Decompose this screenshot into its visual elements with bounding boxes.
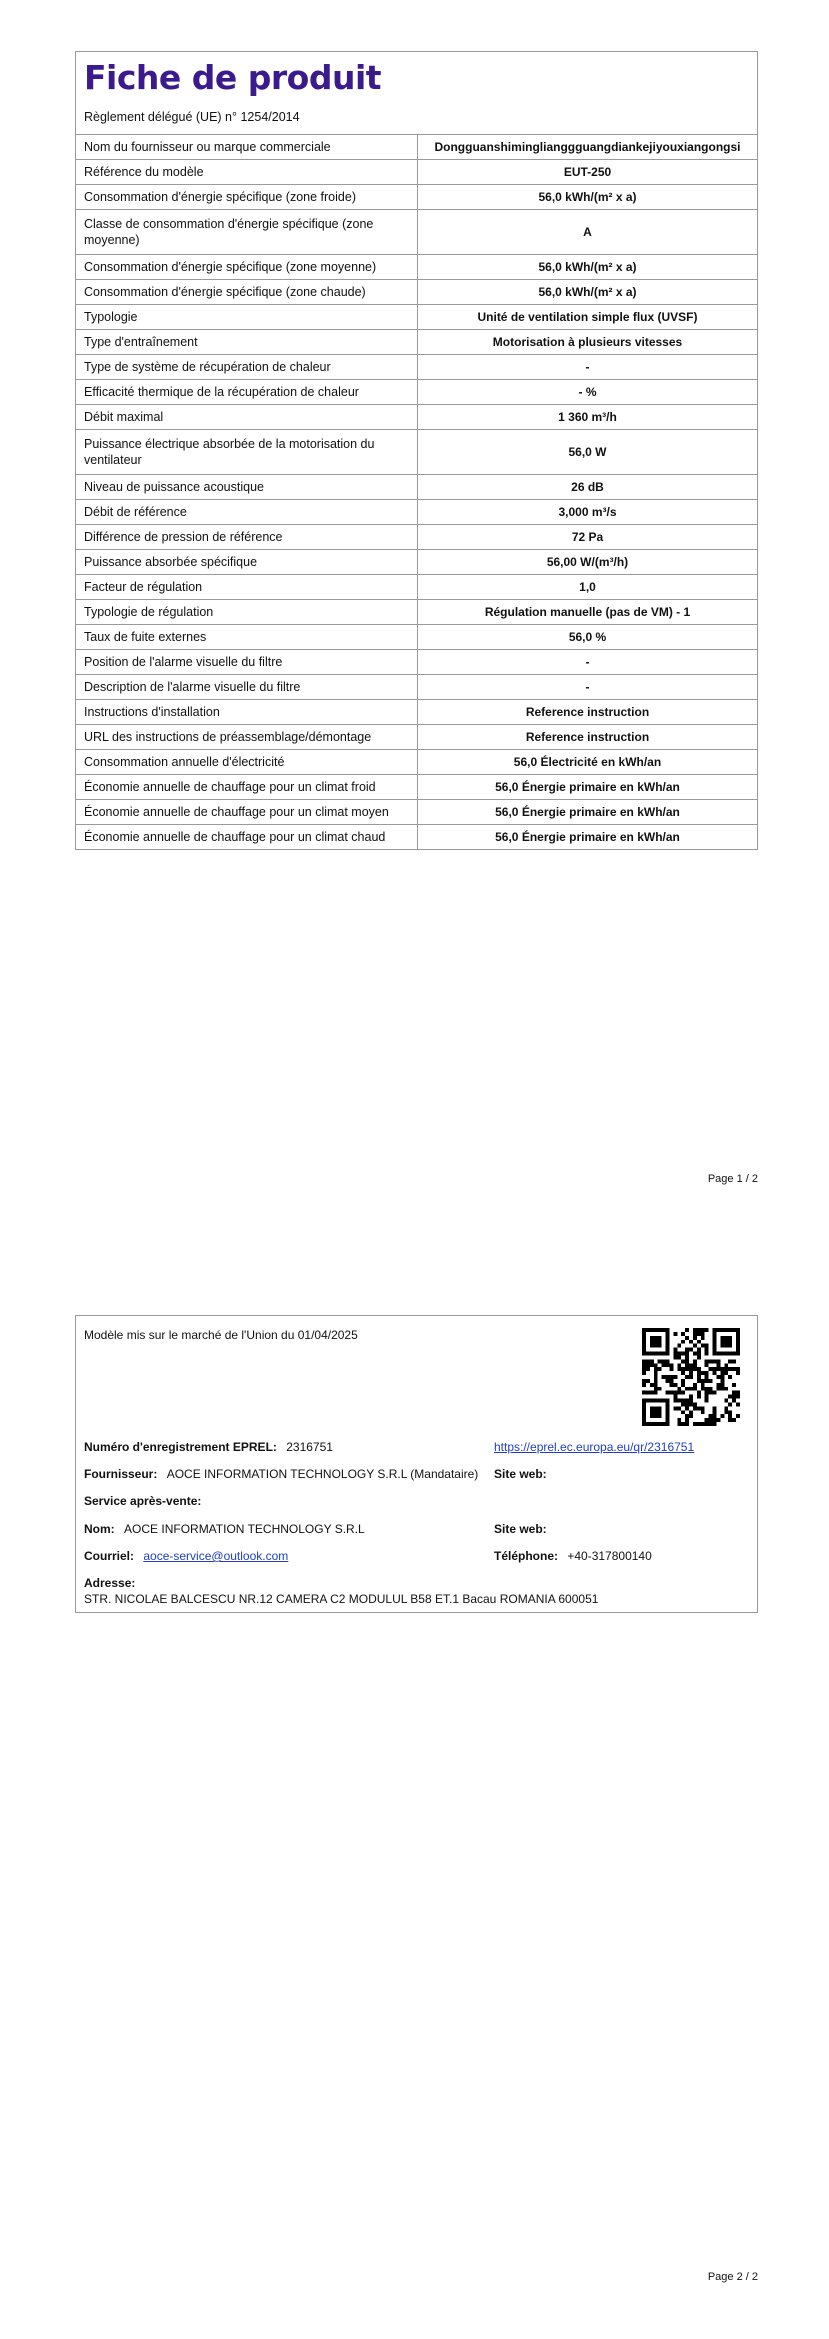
table-row bbox=[76, 625, 757, 650]
row-label: Puissance absorbée spécifique bbox=[76, 550, 418, 575]
row-label: Type de système de récupération de chaleur bbox=[76, 355, 418, 380]
row-value: Motorisation à plusieurs vitesses bbox=[418, 330, 758, 355]
table-row bbox=[76, 775, 757, 800]
row-value: 56,0 Énergie primaire en kWh/an bbox=[418, 800, 758, 825]
row-label: URL des instructions de préassemblage/démontage bbox=[76, 725, 418, 750]
eprel-row bbox=[84, 1440, 333, 1454]
row-value: A bbox=[418, 210, 758, 255]
row-value: 56,0 kWh/(m² x a) bbox=[418, 255, 758, 280]
row-label: Référence du modèle bbox=[76, 160, 418, 185]
row-label: Typologie bbox=[76, 305, 418, 330]
phone-row bbox=[494, 1549, 652, 1563]
row-value: 56,0 Énergie primaire en kWh/an bbox=[418, 775, 758, 800]
row-label: Typologie de régulation bbox=[76, 600, 418, 625]
service-name-row bbox=[84, 1522, 365, 1536]
row-label: Différence de pression de référence bbox=[76, 525, 418, 550]
row-label: Consommation annuelle d'électricité bbox=[76, 750, 418, 775]
supplier-website-label: Site web: bbox=[494, 1467, 547, 1481]
row-value: - % bbox=[418, 380, 758, 405]
table-row bbox=[76, 550, 757, 575]
row-value: 3,000 m³/s bbox=[418, 500, 758, 525]
table-row bbox=[76, 650, 757, 675]
table-row bbox=[76, 355, 757, 380]
row-label: Économie annuelle de chauffage pour un climat chaud bbox=[76, 825, 418, 850]
row-label: Taux de fuite externes bbox=[76, 625, 418, 650]
registration-box bbox=[75, 1315, 758, 1613]
supplier-label: Fournisseur: bbox=[84, 1467, 158, 1481]
sheet-header bbox=[76, 52, 757, 135]
row-value: 1,0 bbox=[418, 575, 758, 600]
table-row bbox=[76, 305, 757, 330]
market-date-text: Modèle mis sur le marché de l'Union du 01/04/2025 bbox=[84, 1328, 358, 1342]
service-name: AOCE INFORMATION TECHNOLOGY S.R.L bbox=[124, 1522, 365, 1536]
row-label: Facteur de régulation bbox=[76, 575, 418, 600]
table-row bbox=[76, 280, 757, 305]
row-label: Consommation d'énergie spécifique (zone froide) bbox=[76, 185, 418, 210]
row-label: Classe de consommation d'énergie spécifique (zone moyenne) bbox=[76, 210, 418, 255]
table-row bbox=[76, 255, 757, 280]
table-row bbox=[76, 475, 757, 500]
supplier-row bbox=[84, 1467, 478, 1481]
row-label: Position de l'alarme visuelle du filtre bbox=[76, 650, 418, 675]
row-value: 56,00 W/(m³/h) bbox=[418, 550, 758, 575]
row-value: Régulation manuelle (pas de VM) - 1 bbox=[418, 600, 758, 625]
row-label: Description de l'alarme visuelle du filtre bbox=[76, 675, 418, 700]
table-row bbox=[76, 210, 757, 255]
row-label: Instructions d'installation bbox=[76, 700, 418, 725]
table-row bbox=[76, 405, 757, 430]
email-row bbox=[84, 1549, 288, 1563]
row-value: 56,0 Énergie primaire en kWh/an bbox=[418, 825, 758, 850]
page-number: Page 1 / 2 bbox=[707, 1173, 758, 1185]
regulation-subtitle: Règlement délégué (UE) n° 1254/2014 bbox=[84, 110, 300, 124]
row-value: - bbox=[418, 675, 758, 700]
table-row bbox=[76, 575, 757, 600]
spec-table bbox=[76, 135, 757, 849]
row-value: Dongguanshiminglianggguangdiankejiyouxiangongsi bbox=[434, 140, 741, 154]
row-label: Nom du fournisseur ou marque commerciale bbox=[76, 135, 418, 160]
row-label: Puissance électrique absorbée de la motorisation du ventilateur bbox=[76, 430, 418, 475]
table-row bbox=[76, 185, 757, 210]
row-value: 56,0 % bbox=[418, 625, 758, 650]
row-value: Reference instruction bbox=[418, 700, 758, 725]
row-value: 56,0 kWh/(m² x a) bbox=[418, 185, 758, 210]
table-row bbox=[76, 135, 757, 160]
table-row bbox=[76, 380, 757, 405]
product-sheet bbox=[75, 51, 758, 850]
eprel-number: 2316751 bbox=[286, 1440, 333, 1454]
row-label: Niveau de puissance acoustique bbox=[76, 475, 418, 500]
table-row bbox=[76, 825, 757, 850]
table-row bbox=[76, 160, 757, 185]
row-value: 56,0 W bbox=[418, 430, 758, 475]
row-value: 56,0 Électricité en kWh/an bbox=[418, 750, 758, 775]
row-label: Débit de référence bbox=[76, 500, 418, 525]
row-value: - bbox=[418, 650, 758, 675]
table-row bbox=[76, 525, 757, 550]
row-label: Débit maximal bbox=[76, 405, 418, 430]
row-value: 56,0 kWh/(m² x a) bbox=[418, 280, 758, 305]
table-row bbox=[76, 675, 757, 700]
page-2 bbox=[0, 1249, 829, 2339]
row-label: Consommation d'énergie spécifique (zone chaude) bbox=[76, 280, 418, 305]
eprel-label: Numéro d'enregistrement EPREL: bbox=[84, 1440, 277, 1454]
name-label: Nom: bbox=[84, 1522, 115, 1536]
row-label: Efficacité thermique de la récupération de chaleur bbox=[76, 380, 418, 405]
page-title: Fiche de produit bbox=[84, 58, 382, 97]
phone-label: Téléphone: bbox=[494, 1549, 559, 1563]
row-label: Économie annuelle de chauffage pour un climat moyen bbox=[76, 800, 418, 825]
email-label: Courriel: bbox=[84, 1549, 135, 1563]
table-row bbox=[76, 800, 757, 825]
qr-code-icon[interactable] bbox=[642, 1328, 740, 1426]
row-value: 26 dB bbox=[418, 475, 758, 500]
table-row bbox=[76, 600, 757, 625]
eprel-link[interactable]: https://eprel.ec.europa.eu/qr/2316751 bbox=[494, 1440, 695, 1454]
row-label: Économie annuelle de chauffage pour un climat froid bbox=[76, 775, 418, 800]
row-value: 1 360 m³/h bbox=[418, 405, 758, 430]
table-row bbox=[76, 750, 757, 775]
address-text: STR. NICOLAE BALCESCU NR.12 CAMERA C2 MODULUL B58 ET.1 Bacau ROMANIA 600051 bbox=[84, 1592, 599, 1606]
row-label: Type d'entraînement bbox=[76, 330, 418, 355]
table-row bbox=[76, 330, 757, 355]
row-label: Consommation d'énergie spécifique (zone moyenne) bbox=[76, 255, 418, 280]
email-link[interactable]: aoce-service@outlook.com bbox=[143, 1549, 289, 1563]
table-row bbox=[76, 725, 757, 750]
row-value: Reference instruction bbox=[418, 725, 758, 750]
supplier-name: AOCE INFORMATION TECHNOLOGY S.R.L (Mandataire) bbox=[166, 1467, 479, 1481]
service-website-label: Site web: bbox=[494, 1522, 547, 1536]
phone-number: +40-317800140 bbox=[567, 1549, 652, 1563]
row-value: Unité de ventilation simple flux (UVSF) bbox=[418, 305, 758, 330]
table-row bbox=[76, 700, 757, 725]
table-row bbox=[76, 430, 757, 475]
address-label: Adresse: bbox=[84, 1576, 136, 1590]
row-value: - bbox=[418, 355, 758, 380]
row-value: 72 Pa bbox=[418, 525, 758, 550]
after-sales-label: Service après-vente: bbox=[84, 1494, 202, 1508]
table-row bbox=[76, 500, 757, 525]
row-value: EUT-250 bbox=[418, 160, 758, 185]
page-number: Page 2 / 2 bbox=[707, 2271, 758, 2283]
